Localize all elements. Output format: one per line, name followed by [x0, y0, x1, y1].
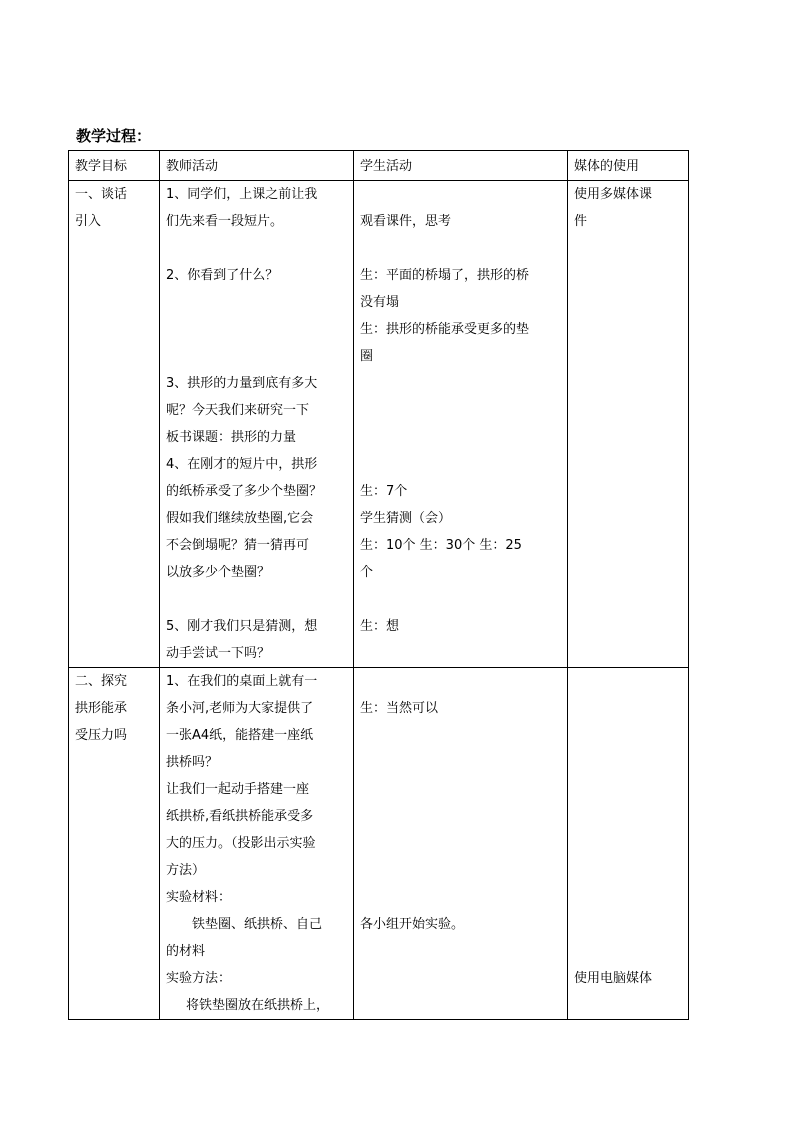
cell-line: 件: [574, 214, 588, 229]
cell-line: 2、你看到了什么？: [166, 268, 279, 283]
cell-line: 引入: [75, 214, 102, 229]
media-cell: [568, 181, 689, 668]
column-header-student: 学生活动: [354, 151, 568, 181]
cell-line: 二、探究: [75, 674, 128, 689]
student-activity-cell: [354, 668, 568, 1020]
cell-line: 大的压力。（投影出示实验: [166, 836, 316, 851]
cell-line: 圈: [360, 349, 374, 364]
cell-line: 呢？今天我们来研究一下: [166, 403, 310, 418]
student-activity-cell: [354, 181, 568, 668]
cell-line: 拱桥吗？: [166, 755, 219, 770]
media-cell: [568, 668, 689, 1020]
cell-line: 不会倒塌呢？猜一猜再可: [166, 538, 310, 553]
cell-line: 各小组开始实验。: [360, 917, 465, 932]
cell-line: 观看课件，思考: [360, 214, 452, 229]
cell-line: 让我们一起动手搭建一座: [166, 782, 310, 797]
table-row: [69, 668, 689, 1020]
cell-line: 拱形能承: [75, 701, 128, 716]
cell-line: 个: [360, 565, 374, 580]
cell-line: 动手尝试一下吗？: [166, 646, 271, 661]
table-row: [69, 181, 689, 668]
section-title: 教学过程：: [76, 127, 152, 145]
cell-line: 们先来看一段短片。: [166, 214, 284, 229]
column-header-teacher: 教师活动: [160, 151, 354, 181]
cell-line: 3、拱形的力量到底有多大: [166, 376, 318, 391]
column-header-goal: 教学目标: [69, 151, 160, 181]
cell-line: 1、同学们，上课之前让我: [166, 187, 318, 202]
lesson-process-table: [68, 150, 689, 1020]
cell-line: 1、在我们的桌面上就有一: [166, 674, 318, 689]
cell-line: 受压力吗: [75, 728, 128, 743]
goal-cell: [69, 668, 160, 1020]
cell-line: 将铁垫圈放在纸拱桥上，: [186, 998, 330, 1013]
cell-line: 以放多少个垫圈？: [166, 565, 271, 580]
cell-line: 的材料: [166, 944, 206, 959]
cell-line: 的纸桥承受了多少个垫圈？: [166, 484, 323, 499]
cell-line: 假如我们继续放垫圈,它会: [166, 511, 314, 526]
cell-line: 生：拱形的桥能承受更多的垫: [360, 322, 530, 337]
teacher-activity-cell: [160, 181, 354, 668]
cell-line: 5、刚才我们只是猜测，想: [166, 619, 318, 634]
cell-line: 生：平面的桥塌了，拱形的桥: [360, 268, 530, 283]
cell-line: 方法）: [166, 863, 206, 878]
cell-line: 使用多媒体课: [574, 187, 653, 202]
cell-line: 学生猜测（会）: [360, 511, 452, 526]
cell-line: 生：当然可以: [360, 701, 439, 716]
cell-line: 生：想: [360, 619, 400, 634]
cell-line: 没有塌: [360, 295, 400, 310]
cell-line: 生：7个: [360, 484, 408, 499]
cell-line: 4、在刚才的短片中，拱形: [166, 457, 318, 472]
cell-line: 生：10个 生：30个 生：25: [360, 538, 522, 553]
cell-line: 纸拱桥,看纸拱桥能承受多: [166, 809, 314, 824]
goal-cell: [69, 181, 160, 668]
cell-line: 铁垫圈、纸拱桥、自己: [192, 917, 323, 932]
cell-line: 板书课题：拱形的力量: [166, 430, 297, 445]
column-header-media: 媒体的使用: [568, 151, 689, 181]
cell-line: 一、谈话: [75, 187, 128, 202]
cell-line: 条小河,老师为大家提供了: [166, 701, 314, 716]
cell-line: 实验材料：: [166, 890, 232, 905]
cell-line: 使用电脑媒体: [574, 971, 653, 986]
table-header-row: [69, 151, 689, 181]
teacher-activity-cell: [160, 668, 354, 1020]
cell-line: 一张A4纸，能搭建一座纸: [166, 728, 314, 743]
cell-line: 实验方法：: [166, 971, 232, 986]
